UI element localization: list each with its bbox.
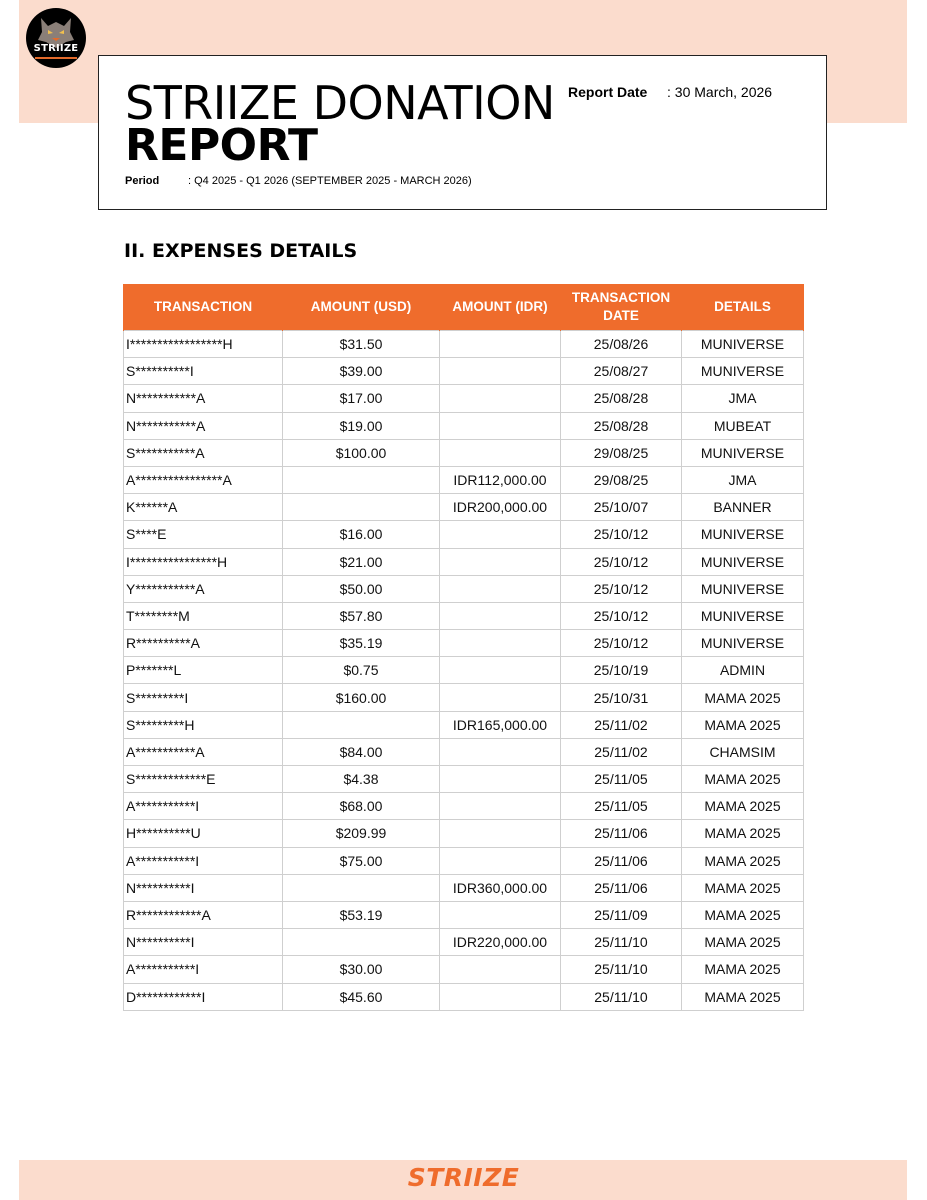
amount-usd-cell — [283, 929, 440, 956]
section-title: II. EXPENSES DETAILS — [124, 240, 358, 262]
transaction-cell: S*********I — [124, 684, 283, 711]
transaction-cell: I****************H — [124, 548, 283, 575]
amount-idr-cell — [440, 820, 561, 847]
amount-idr-cell — [440, 901, 561, 928]
table-row — [124, 630, 804, 657]
period-value: : Q4 2025 - Q1 2026 (SEPTEMBER 2025 - MARCH 2026) — [188, 175, 472, 187]
amount-usd-cell: $45.60 — [283, 983, 440, 1010]
amount-usd-cell: $75.00 — [283, 847, 440, 874]
details-cell: CHAMSIM — [682, 738, 804, 765]
amount-idr-cell — [440, 657, 561, 684]
transaction-cell: S**********I — [124, 358, 283, 385]
transaction-cell: R************A — [124, 901, 283, 928]
transaction-cell: I*****************H — [124, 331, 283, 358]
amount-idr-cell: IDR200,000.00 — [440, 494, 561, 521]
report-title-line1: STRIIZE DONATION — [125, 76, 555, 130]
details-cell: JMA — [682, 466, 804, 493]
amount-usd-cell: $68.00 — [283, 793, 440, 820]
logo — [26, 8, 86, 68]
amount-idr-cell — [440, 575, 561, 602]
logo-underline — [35, 57, 77, 59]
details-cell: MUNIVERSE — [682, 602, 804, 629]
table-row — [124, 331, 804, 358]
table-row — [124, 874, 804, 901]
transaction-date-cell: 25/10/31 — [561, 684, 682, 711]
details-cell: MAMA 2025 — [682, 684, 804, 711]
expenses-table — [123, 284, 804, 1011]
amount-idr-cell — [440, 956, 561, 983]
transaction-date-cell: 25/08/28 — [561, 385, 682, 412]
amount-idr-cell — [440, 358, 561, 385]
logo-text: STRIIZE — [33, 43, 79, 54]
amount-idr-cell — [440, 439, 561, 466]
transaction-cell: S*************E — [124, 766, 283, 793]
transaction-cell: P*******L — [124, 657, 283, 684]
table-row — [124, 521, 804, 548]
amount-idr-cell: IDR220,000.00 — [440, 929, 561, 956]
amount-usd-cell: $53.19 — [283, 901, 440, 928]
transaction-date-cell: 25/10/12 — [561, 630, 682, 657]
amount-usd-cell: $30.00 — [283, 956, 440, 983]
amount-usd-cell: $84.00 — [283, 738, 440, 765]
transaction-date-cell: 25/10/07 — [561, 494, 682, 521]
transaction-date-cell: 25/11/10 — [561, 929, 682, 956]
transaction-date-cell: 25/11/02 — [561, 711, 682, 738]
column-header-amount-idr: AMOUNT (IDR) — [440, 284, 561, 331]
transaction-cell: K******A — [124, 494, 283, 521]
transaction-cell: S****E — [124, 521, 283, 548]
table-row — [124, 684, 804, 711]
transaction-date-cell: 25/11/06 — [561, 847, 682, 874]
transaction-cell: Y***********A — [124, 575, 283, 602]
amount-usd-cell: $100.00 — [283, 439, 440, 466]
period-label: Period — [125, 175, 160, 187]
transaction-date-cell: 25/11/06 — [561, 820, 682, 847]
amount-idr-cell: IDR360,000.00 — [440, 874, 561, 901]
table-row — [124, 575, 804, 602]
amount-usd-cell — [283, 466, 440, 493]
details-cell: MUNIVERSE — [682, 439, 804, 466]
transaction-date-cell: 25/11/09 — [561, 901, 682, 928]
transaction-date-cell: 25/08/27 — [561, 358, 682, 385]
amount-usd-cell — [283, 711, 440, 738]
table-row — [124, 358, 804, 385]
amount-idr-cell: IDR165,000.00 — [440, 711, 561, 738]
table-row — [124, 901, 804, 928]
details-cell: MAMA 2025 — [682, 874, 804, 901]
transaction-cell: S*********H — [124, 711, 283, 738]
transaction-date-cell: 25/08/28 — [561, 412, 682, 439]
amount-usd-cell: $31.50 — [283, 331, 440, 358]
column-header-details: DETAILS — [682, 284, 804, 331]
amount-usd-cell: $4.38 — [283, 766, 440, 793]
details-cell: MUBEAT — [682, 412, 804, 439]
table-row — [124, 956, 804, 983]
transaction-date-cell: 25/11/10 — [561, 983, 682, 1010]
column-header-amount-usd: AMOUNT (USD) — [283, 284, 440, 331]
table-header-row — [124, 284, 804, 331]
amount-idr-cell — [440, 793, 561, 820]
column-header-transaction-date: TRANSACTION DATE — [561, 284, 682, 331]
amount-usd-cell — [283, 874, 440, 901]
details-cell: MAMA 2025 — [682, 847, 804, 874]
header-box — [98, 55, 827, 210]
transaction-date-cell: 25/10/19 — [561, 657, 682, 684]
transaction-date-cell: 25/10/12 — [561, 602, 682, 629]
details-cell: MAMA 2025 — [682, 766, 804, 793]
details-cell: MUNIVERSE — [682, 548, 804, 575]
details-cell: MAMA 2025 — [682, 711, 804, 738]
amount-usd-cell: $35.19 — [283, 630, 440, 657]
table-row — [124, 494, 804, 521]
transaction-cell: A***********I — [124, 793, 283, 820]
amount-usd-cell: $16.00 — [283, 521, 440, 548]
details-cell: MAMA 2025 — [682, 901, 804, 928]
amount-usd-cell — [283, 494, 440, 521]
amount-idr-cell — [440, 983, 561, 1010]
transaction-date-cell: 25/10/12 — [561, 575, 682, 602]
footer-brand: STRIIZE — [407, 1163, 520, 1192]
amount-idr-cell — [440, 766, 561, 793]
transaction-cell: N**********I — [124, 874, 283, 901]
transaction-cell: N**********I — [124, 929, 283, 956]
amount-idr-cell — [440, 521, 561, 548]
details-cell: MAMA 2025 — [682, 820, 804, 847]
column-header-transaction: TRANSACTION — [124, 284, 283, 331]
table-body — [124, 331, 804, 1011]
amount-idr-cell — [440, 738, 561, 765]
details-cell: MUNIVERSE — [682, 630, 804, 657]
report-title-line2: REPORT — [125, 120, 318, 171]
transaction-date-cell: 25/11/05 — [561, 766, 682, 793]
table-row — [124, 711, 804, 738]
table-row — [124, 738, 804, 765]
table-row — [124, 929, 804, 956]
table-row — [124, 847, 804, 874]
table-row — [124, 820, 804, 847]
transaction-cell: A***********I — [124, 847, 283, 874]
table-row — [124, 766, 804, 793]
transaction-cell: S***********A — [124, 439, 283, 466]
amount-idr-cell: IDR112,000.00 — [440, 466, 561, 493]
amount-usd-cell: $0.75 — [283, 657, 440, 684]
transaction-date-cell: 25/11/05 — [561, 793, 682, 820]
amount-usd-cell: $19.00 — [283, 412, 440, 439]
transaction-cell: A****************A — [124, 466, 283, 493]
details-cell: MUNIVERSE — [682, 358, 804, 385]
table-row — [124, 412, 804, 439]
details-cell: ADMIN — [682, 657, 804, 684]
table-row — [124, 657, 804, 684]
table-row — [124, 466, 804, 493]
transaction-cell: A***********I — [124, 956, 283, 983]
transaction-cell: D************I — [124, 983, 283, 1010]
details-cell: MUNIVERSE — [682, 331, 804, 358]
transaction-cell: R**********A — [124, 630, 283, 657]
transaction-cell: T********M — [124, 602, 283, 629]
transaction-cell: N***********A — [124, 412, 283, 439]
transaction-date-cell: 29/08/25 — [561, 466, 682, 493]
amount-idr-cell — [440, 385, 561, 412]
report-date-label: Report Date — [568, 84, 648, 100]
details-cell: MUNIVERSE — [682, 521, 804, 548]
amount-idr-cell — [440, 684, 561, 711]
amount-usd-cell: $17.00 — [283, 385, 440, 412]
table-row — [124, 439, 804, 466]
transaction-date-cell: 29/08/25 — [561, 439, 682, 466]
transaction-date-cell: 25/11/02 — [561, 738, 682, 765]
amount-usd-cell: $57.80 — [283, 602, 440, 629]
details-cell: MAMA 2025 — [682, 983, 804, 1010]
amount-idr-cell — [440, 602, 561, 629]
transaction-date-cell: 25/08/26 — [561, 331, 682, 358]
details-cell: MAMA 2025 — [682, 956, 804, 983]
transaction-cell: H**********U — [124, 820, 283, 847]
tiger-icon — [26, 8, 86, 68]
transaction-date-cell: 25/11/10 — [561, 956, 682, 983]
table-row — [124, 548, 804, 575]
table-row — [124, 385, 804, 412]
details-cell: MAMA 2025 — [682, 929, 804, 956]
amount-idr-cell — [440, 548, 561, 575]
details-cell: BANNER — [682, 494, 804, 521]
amount-idr-cell — [440, 630, 561, 657]
amount-usd-cell: $21.00 — [283, 548, 440, 575]
transaction-date-cell: 25/10/12 — [561, 521, 682, 548]
amount-idr-cell — [440, 847, 561, 874]
details-cell: MUNIVERSE — [682, 575, 804, 602]
transaction-cell: N***********A — [124, 385, 283, 412]
details-cell: JMA — [682, 385, 804, 412]
table-row — [124, 983, 804, 1010]
table-row — [124, 793, 804, 820]
amount-usd-cell: $39.00 — [283, 358, 440, 385]
amount-usd-cell: $160.00 — [283, 684, 440, 711]
amount-usd-cell: $209.99 — [283, 820, 440, 847]
transaction-cell: A***********A — [124, 738, 283, 765]
amount-idr-cell — [440, 412, 561, 439]
report-date-value: : 30 March, 2026 — [667, 84, 773, 100]
transaction-date-cell: 25/11/06 — [561, 874, 682, 901]
amount-idr-cell — [440, 331, 561, 358]
details-cell: MAMA 2025 — [682, 793, 804, 820]
table-row — [124, 602, 804, 629]
transaction-date-cell: 25/10/12 — [561, 548, 682, 575]
amount-usd-cell: $50.00 — [283, 575, 440, 602]
